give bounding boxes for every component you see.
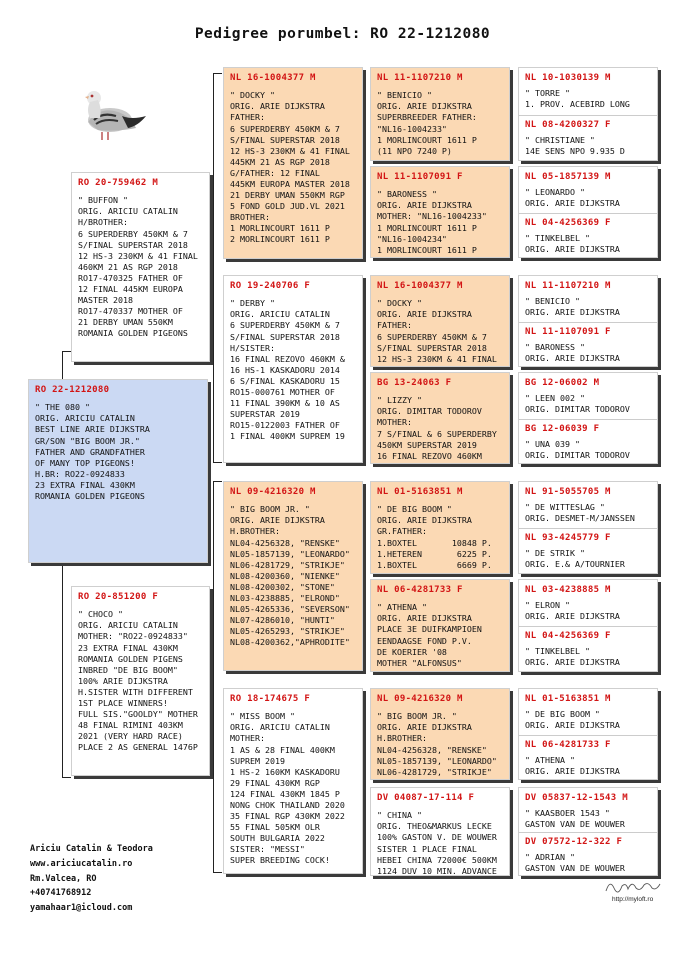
- sire-dam-card: [223, 275, 363, 463]
- gg-ring: BG 12-06002 M: [525, 378, 600, 388]
- gg-entry: [519, 788, 657, 832]
- gg-ring: NL 11-1107091 F: [525, 327, 611, 337]
- sire-details: " BUFFON " ORIG. ARICIU CATALIN H/BROTHER: 6 SUPERDERBY 450KM & 7 S/FINAL SUPERSTAR 2018 12 HS-3 230KM & 41 FINAL 460KM 21 AS RGP 2018 RO17-470325 FATHER OF 12 FINAL 445KM EUROPA MASTER 2018 RO17-470337 MOTHER OF 21 DERBY UMAN 550KM ROMANIA GOLDEN PIGEONS: [78, 195, 198, 339]
- gg-pair-card: [518, 67, 658, 161]
- sire-dam-details: " DERBY " ORIG. ARICIU CATALIN 6 SUPERDERBY 450KM & 7 S/FINAL SUPERSTAR 2018 H/SISTER: 16 FINAL REZOVO 460KM & 16 HS-1 KASKADORU 2014 6 S/FINAL KASKADORU 15 RO15-000761 MOTHER OF 11 FINAL 390KM & 10 AS SUPERSTAR 2019 RO15-0122003 FATHER OF 1 FINAL 400KM SUPREM 19: [230, 298, 345, 442]
- gg-ring: NL 05-1857139 M: [525, 172, 611, 182]
- gg-ring: NL 04-4256369 F: [525, 631, 611, 641]
- gg-details: " KAASBOER 1543 " GASTON VAN DE WOUWER: [525, 808, 625, 830]
- owner-info: Ariciu Catalin & Teodora www.ariciucatalin.ro Rm.Valcea, RO +40741768912 yamahaar1@icloud.com: [30, 844, 153, 914]
- connector-line: [213, 872, 222, 873]
- subject-details: " THE 080 " ORIG. ARICIU CATALIN BEST LINE ARIE DIJKSTRA GR/SON "BIG BOOM JR." FATHER AND GRANDFATHER OF MANY TOP PIGEONS! H.BR: RO22-0924833 23 EXTRA FINAL 430KM ROMANIA GOLDEN PIGEONS: [35, 402, 150, 501]
- gg-details: " LEONARDO " ORIG. ARIE DIJKSTRA: [525, 187, 620, 209]
- gg-ring: NL 03-4238885 M: [525, 585, 611, 595]
- gg-entry: [519, 373, 657, 419]
- gg-details: " ATHENA " ORIG. ARIE DIJKSTRA: [525, 755, 620, 777]
- gg-ring: NL 04-4256369 F: [525, 218, 611, 228]
- pigeon-photo: [72, 76, 148, 144]
- sss-details: " BENICIO " ORIG. ARIE DIJKSTRA SUPERBREEDER FATHER: "NL16-1004233" 1 MORLINCOURT 1611 P (11 NPO 7240 P): [377, 90, 477, 156]
- connector-line: [213, 481, 222, 482]
- connector-line: [62, 351, 63, 379]
- dam-sire-details: " BIG BOOM JR. " ORIG. ARIE DIJKSTRA H.BROTHER: NL04-4256328, "RENSKE" NL05-1857139, "LEONARDO" NL06-4281729, "STRIKJE" NL08-4200360, "NIENKE" NL08-4200302, "STONE" NL03-4238885, "ELROND" NL05-4265336, "SEVERSON" NL07-4286010, "HUNTI" NL05-4265293, "STRIKJE" NL08-4200362,"APHRODITE": [230, 504, 350, 648]
- sss-card: [370, 67, 510, 161]
- dam-dam-card: [223, 688, 363, 874]
- sdd-card: [370, 372, 510, 464]
- gg-details: " TINKELBEL " ORIG. ARIE DIJKSTRA: [525, 233, 620, 255]
- subject-ring: RO 22-1212080: [35, 385, 110, 395]
- ssd-card: [370, 166, 510, 258]
- gg-entry: [519, 528, 657, 574]
- gg-ring: NL 08-4200327 F: [525, 120, 611, 130]
- gg-entry: [519, 832, 657, 876]
- signature-mark: [604, 876, 662, 898]
- gg-ring: NL 01-5163851 M: [525, 694, 611, 704]
- sss-ring: NL 11-1107210 M: [377, 73, 463, 83]
- connector-line: [62, 563, 63, 778]
- gg-entry: [519, 419, 657, 464]
- gg-pair-card: [518, 481, 658, 574]
- gg-details: " UNA 039 " ORIG. DIMITAR TODOROV: [525, 439, 630, 461]
- gg-entry: [519, 68, 657, 115]
- sire-dam-ring: RO 19-240706 F: [230, 281, 311, 291]
- ssd-ring: NL 11-1107091 F: [377, 172, 463, 182]
- ddd-ring: DV 04087-17-114 F: [377, 793, 475, 803]
- connector-line: [62, 777, 71, 778]
- sdd-details: " LIZZY " ORIG. DIMITAR TODOROV MOTHER: 7 S/FINAL & 6 SUPERDERBY 450KM SUPERSTAR 2019 16 FINAL REZOVO 460KM: [377, 395, 497, 461]
- gg-ring: NL 93-4245779 F: [525, 533, 611, 543]
- gg-pair-card: [518, 579, 658, 672]
- gg-details: " BARONESS " ORIG. ARIE DIJKSTRA: [525, 342, 620, 364]
- dsd-details: " ATHENA " ORIG. ARIE DIJKSTRA PLACE 3E DUIFKAMPIOEN EENDAAGSE FOND P.V. DE KOERIER '08 MOTHER "ALFONSUS": [377, 602, 482, 668]
- gg-pair-card: [518, 787, 658, 876]
- dss-details: " DE BIG BOOM " ORIG. ARIE DIJKSTRA GR.FATHER: 1.BOXTEL 10848 P. 1.HETEREN 6225 P. 1.BOXTEL 6669 P.: [377, 504, 492, 570]
- sds-card: [370, 275, 510, 367]
- gg-details: " LEEN 002 " ORIG. DIMITAR TODOROV: [525, 393, 630, 415]
- gg-details: " DE BIG BOOM " ORIG. ARIE DIJKSTRA: [525, 709, 620, 731]
- ddd-card: [370, 787, 510, 876]
- subject-pigeon-card: [28, 379, 208, 563]
- gg-details: " ELRON " ORIG. ARIE DIJKSTRA: [525, 600, 620, 622]
- website-label: http://myloft.ro: [612, 896, 654, 903]
- gg-entry: [519, 167, 657, 213]
- sire-sire-card: [223, 67, 363, 259]
- gg-entry: [519, 322, 657, 367]
- dam-details: " CHOCO " ORIG. ARICIU CATALIN MOTHER: "RO22-0924833" 23 EXTRA FINAL 430KM ROMANIA GOLDEN PIGENS INBRED "DE BIG BOOM" 100% ARIE DIJKSTRA H.SISTER WITH DIFFERENT 1ST PLACE WINNERS! FULL SIS."GOOLDY" MOTHER 48 FINAL RIMINI 403KM 2021 (VERY HARD RACE) PLACE 2 AS GENERAL 1476P: [78, 609, 198, 753]
- gg-entry: [519, 213, 657, 258]
- sire-sire-ring: NL 16-1004377 M: [230, 73, 316, 83]
- gg-entry: [519, 735, 657, 780]
- gg-pair-card: [518, 372, 658, 464]
- dss-ring: NL 01-5163851 M: [377, 487, 463, 497]
- gg-entry: [519, 626, 657, 672]
- gg-ring: NL 10-1030139 M: [525, 73, 611, 83]
- sds-ring: NL 16-1004377 M: [377, 281, 463, 291]
- connector-line: [213, 462, 222, 463]
- gg-details: " TORRE " 1. PROV. ACEBIRD LONG: [525, 88, 630, 110]
- gg-pair-card: [518, 275, 658, 367]
- dsd-card: [370, 579, 510, 672]
- dss-card: [370, 481, 510, 574]
- gg-details: " TINKELBEL " ORIG. ARIE DIJKSTRA: [525, 646, 620, 668]
- sire-ring: RO 20-759462 M: [78, 178, 159, 188]
- sire-sire-details: " DOCKY " ORIG. ARIE DIJKSTRA FATHER: 6 SUPERDERBY 450KM & 7 S/FINAL SUPERSTAR 2018 12 HS-3 230KM & 41 FINAL 445KM 21 AS RGP 2018 G/FATHER: 12 FINAL 445KM EUROPA MASTER 2018 21 DERBY UMAN 550KM RGP 5 FOND GOLD JUD.VL 2021 BROTHER: 1 MORLINCOURT 1611 P 2 MORLINCOURT 1611 P: [230, 90, 350, 245]
- gg-ring: BG 12-06039 F: [525, 424, 600, 434]
- gg-entry: [519, 689, 657, 735]
- connector-line: [62, 351, 71, 352]
- ddd-details: " CHINA " ORIG. THEO&MARKUS LECKE 100% GASTON V. DE WOUWER SISTER 1 PLACE FINAL HEBEI CHINA 72000€ 500KM 1124 DUV 10 MIN. ADVANCE: [377, 810, 497, 876]
- connector-line: [213, 73, 222, 74]
- gg-pair-card: [518, 688, 658, 780]
- dds-ring: NL 09-4216320 M: [377, 694, 463, 704]
- dds-details: " BIG BOOM JR. " ORIG. ARIE DIJKSTRA H.BROTHER: NL04-4256328, "RENSKE" NL05-1857139, "LEONARDO" NL06-4281729, "STRIKJE": [377, 711, 497, 777]
- dam-dam-details: " MISS BOOM " ORIG. ARICIU CATALIN MOTHER: 1 AS & 28 FINAL 400KM SUPREM 2019 1 HS-2 160KM KASKADORU 29 FINAL 430KM RGP 124 FINAL 430KM 1845 P NONG CHOK THAILAND 2020 35 FINAL RGP 430KM 2022 55 FINAL 505KM OLR SOUTH BULGARIA 2022 SISTER: "MESSI" SUPER BREEDING COCK!: [230, 711, 345, 866]
- dam-card: [71, 586, 210, 776]
- sds-details: " DOCKY " ORIG. ARIE DIJKSTRA FATHER: 6 SUPERDERBY 450KM & 7 S/FINAL SUPERSTAR 2018 12 HS-3 230KM & 41 FINAL: [377, 298, 497, 364]
- gg-ring: DV 05837-12-1543 M: [525, 793, 628, 803]
- gg-entry: [519, 580, 657, 626]
- gg-pair-card: [518, 166, 658, 258]
- gg-entry: [519, 115, 657, 161]
- gg-ring: NL 91-5055705 M: [525, 487, 611, 497]
- gg-ring: NL 11-1107210 M: [525, 281, 611, 291]
- gg-details: " BENICIO " ORIG. ARIE DIJKSTRA: [525, 296, 620, 318]
- dam-dam-ring: RO 18-174675 F: [230, 694, 311, 704]
- dsd-ring: NL 06-4281733 F: [377, 585, 463, 595]
- gg-details: " CHRISTIANE " 14E SENS NPO 9.935 D: [525, 135, 625, 157]
- connector-line: [213, 73, 214, 463]
- page-title: Pedigree porumbel: RO 22-1212080: [194, 26, 491, 42]
- sire-card: [71, 172, 210, 362]
- gg-details: " ADRIAN " GASTON VAN DE WOUWER: [525, 852, 625, 874]
- gg-ring: DV 07572-12-322 F: [525, 837, 623, 847]
- gg-entry: [519, 276, 657, 322]
- dam-sire-card: [223, 481, 363, 671]
- gg-details: " DE STRIK " ORIG. E.& A/TOURNIER: [525, 548, 625, 570]
- sdd-ring: BG 13-24063 F: [377, 378, 452, 388]
- gg-details: " DE WITTESLAG " ORIG. DESMET-M/JANSSEN: [525, 502, 635, 524]
- dam-ring: RO 20-851200 F: [78, 592, 159, 602]
- dds-card: [370, 688, 510, 780]
- dam-sire-ring: NL 09-4216320 M: [230, 487, 316, 497]
- gg-entry: [519, 482, 657, 528]
- gg-ring: NL 06-4281733 F: [525, 740, 611, 750]
- ssd-details: " BARONESS " ORIG. ARIE DIJKSTRA MOTHER: "NL16-1004233" 1 MORLINCOURT 1611 P "NL16-1004234" 1 MORLINCOURT 1611 P: [377, 189, 487, 255]
- connector-line: [213, 481, 214, 873]
